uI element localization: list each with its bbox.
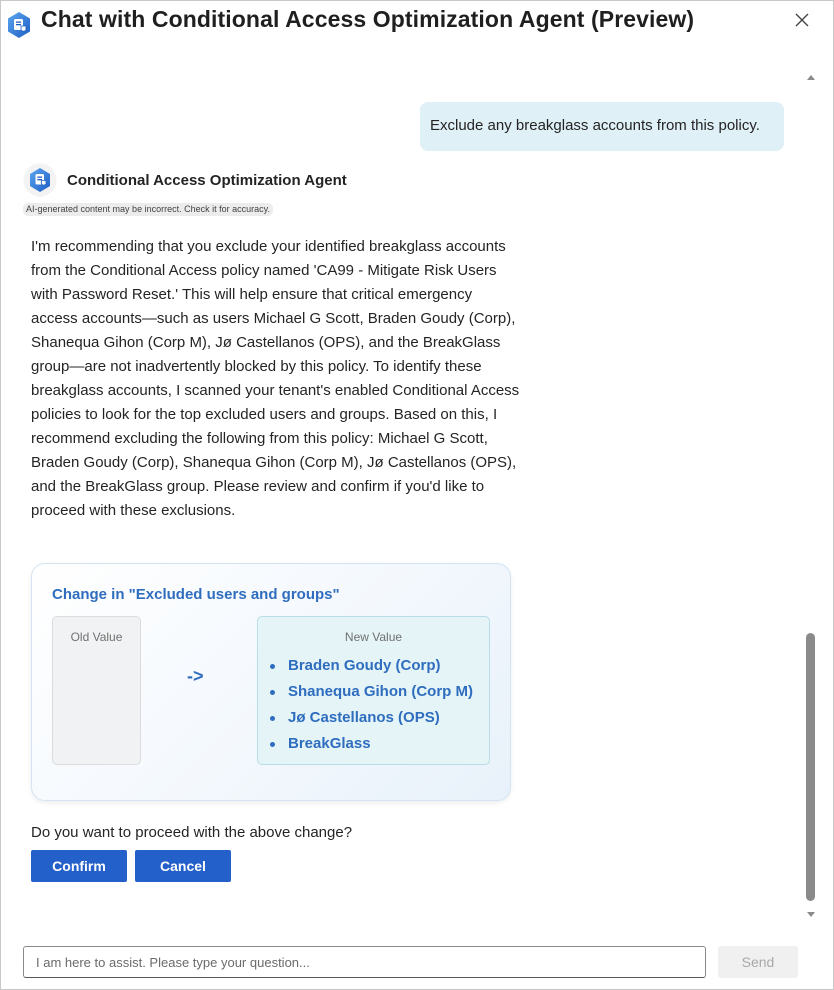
confirmation-question: Do you want to proceed with the above change? — [31, 824, 353, 841]
ai-disclaimer-badge: AI-generated content may be incorrect. Check it for accuracy. — [23, 203, 273, 216]
cancel-button[interactable]: Cancel — [135, 850, 231, 882]
scroll-up-arrow-icon[interactable] — [804, 71, 818, 85]
scrollbar-thumb[interactable] — [806, 633, 815, 901]
list-item: BreakGlass — [270, 731, 473, 757]
change-card — [31, 563, 511, 801]
scroll-down-arrow-icon[interactable] — [804, 907, 818, 921]
page-title: Chat with Conditional Access Optimization Agent (Preview) — [41, 6, 695, 32]
user-message-bubble: Exclude any breakglass accounts from this policy. — [420, 102, 784, 151]
agent-logo-icon — [5, 11, 33, 39]
old-value-box — [52, 616, 141, 765]
close-icon[interactable] — [791, 9, 813, 31]
change-card-title: Change in "Excluded users and groups" — [52, 586, 340, 603]
chat-header — [1, 1, 833, 51]
new-value-label: New Value — [344, 630, 403, 644]
new-value-box — [257, 616, 490, 765]
agent-name: Conditional Access Optimization Agent — [67, 172, 347, 189]
agent-avatar-icon — [23, 163, 57, 197]
chat-input[interactable] — [23, 946, 706, 978]
old-value-label: Old Value — [70, 630, 123, 644]
list-item: Jø Castellanos (OPS) — [270, 705, 473, 731]
list-item: Braden Goudy (Corp) — [270, 653, 473, 679]
send-button[interactable]: Send — [718, 946, 798, 978]
list-item: Shanequa Gihon (Corp M) — [270, 679, 473, 705]
agent-message: I'm recommending that you exclude your identified breakglass accounts from the Conditional Access policy named 'CA99 - Mitigate Risk Users with Password Reset.' This will help ensure that critical emergency access accounts—such as users Michael G Scott, Braden Goudy (Corp), Shanequa Gihon (Corp M), Jø Castellanos (OPS), and the BreakGlass group—are not inadvertently blocked by this policy. To identify these breakglass accounts, I scanned your tenant's enabled Conditional Access policies to look for the top excluded users and groups. Based on this, I recommend excluding the following from this policy: Michael G Scott, Braden Goudy (Corp), Shanequa Gihon (Corp M), Jø Castellanos (OPS), and the BreakGlass group. Please review and confirm if you'd like to proceed with these exclusions. — [31, 238, 520, 519]
new-value-list — [270, 653, 473, 757]
change-arrow: -> — [187, 666, 204, 686]
confirm-button[interactable]: Confirm — [31, 850, 127, 882]
